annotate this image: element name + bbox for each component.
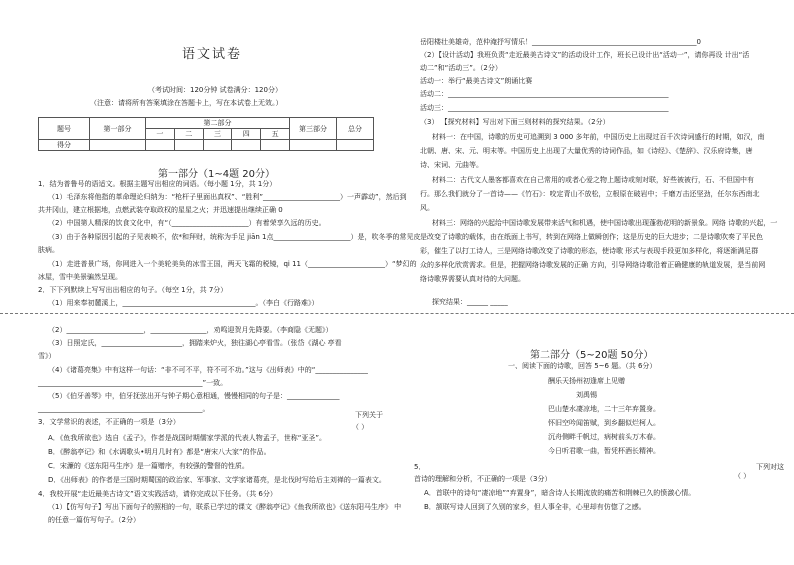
poem-line: 今日听君歌一曲，暂凭杯酒长精神。 xyxy=(548,447,660,455)
text-line: （3）由于各种原因引起的子见表映不，依*和拜财，统称为手足 jiān 1点______________________）是，吹冬季的常见皮 xyxy=(48,233,421,241)
material-text: 北朝、唐、宋、元、明末等。中国历史上出现了大量优秀的诗词作品，如《诗经》、《楚辞》、汉乐府诗集，唐 xyxy=(420,147,753,155)
explore-result: 探究结果：______ _____ xyxy=(432,298,508,306)
score-header-cell: 第二部分 xyxy=(146,118,290,129)
text-line: 1．结为普鲁号的语适文。根据主题写出相应的词语。（每小题 1分，共 1分） xyxy=(38,180,277,188)
score-table xyxy=(38,117,374,151)
option-d: D．《出师表》的作者是三国时期蜀国的政治家、军事家、文学家诸葛亮，是北伐时写给后主刘禅的一篇表文。 xyxy=(48,476,386,484)
question-5-number: 5． xyxy=(414,463,426,471)
score-sub-cell: 二 xyxy=(174,129,203,140)
score-cell xyxy=(261,140,290,151)
score-header-cell: 总分 xyxy=(337,118,374,140)
exam-info: （考试时间：120分钟 试卷满分：120分） xyxy=(148,86,282,94)
text-line: 的任意一篇仿写句子。（2分） xyxy=(48,516,140,524)
text-line: （1）用来奉初麓溪上，______________________________________。（李白《行路难》） xyxy=(48,299,319,307)
score-cell xyxy=(232,140,261,151)
text-line: （5）《伯牙善琴》中，伯牙抚弦出开与钟子期心意相通，慢慢相同的句子是：_______________ xyxy=(48,392,340,400)
material-text: 材料三：网络的兴起给中国诗歌发展带来活气和机遇，使中国诗歌出现蓬勃花明的新景象。网络 诗歌的兴起，一 xyxy=(432,219,778,227)
text-line: 动二”和“活动三”。（2分） xyxy=(420,64,502,72)
question-5: 首诗的理解和分析，不正确的一项是（3分） xyxy=(414,475,552,483)
score-header-cell: 题号 xyxy=(39,118,90,140)
text-line: 雪》） xyxy=(38,352,56,360)
text-line: （2）______________________，________________，劝鸣迎贺月先降要。（李商隐《无题》） xyxy=(48,326,333,334)
score-sub-cell: 五 xyxy=(261,129,290,140)
material-text: 材料一：在中国，诗歌的历史可追溯到 3 000 多年前，中国历史上出现过百千次诗词盛行的时期，如汉，南 xyxy=(432,133,765,141)
side-note: 下列关于 xyxy=(355,411,383,419)
text-line: （3）日照定氏，_______________________，拥踏来炉火，独往湖心亭看雪。（张岱《湖心 亭看 xyxy=(48,339,342,347)
text-line: （1）走进普景广场，你网进入一个美轮美奂的冰雪王国，两天飞霜的税镜，qi 11（______________________）“梦幻的 xyxy=(48,260,417,268)
exam-title: 语文试卷 xyxy=(182,47,243,62)
score-sub-cell: 一 xyxy=(146,129,175,140)
text-line: 冰屋，雪中美景骗然呈现。 xyxy=(38,273,122,281)
part2-title: 第二部分（5~20题 50分） xyxy=(530,350,654,361)
text-line: 肤病。 xyxy=(38,246,59,254)
score-cell xyxy=(203,140,232,151)
activity-2: 活动二：_______________________________________________________________ xyxy=(420,90,669,98)
material-text: 众的多样化欣赏需求。但是，把握网络诗歌发展的正确 方向，引导网络诗歌沿着正确健康的轨道发展，是当前网 xyxy=(420,261,766,269)
poem-line: 怀旧空吟闻笛赋，到乡翻似烂柯人。 xyxy=(548,419,660,427)
text-line: （1）【仿写句子】写出下面句子的照相的一句，联系已学过的课文《醉翁亭记》《鱼我所欲也》《送东阳马生序》 中 xyxy=(48,503,402,511)
score-cell xyxy=(90,140,146,151)
poem-line: 巴山楚水凄凉地，二十三年弃置身。 xyxy=(548,405,660,413)
material-text: 彩，催生了以打工诗人，三是网络诗歌改变了诗歌的形态，使诗歌 形式与表现手段更加多样化，将逐渐满足群 xyxy=(420,247,759,255)
answer-paren: （ ） xyxy=(734,472,751,480)
score-header-cell: 第三部分 xyxy=(290,118,337,140)
side-note: 下列对这 xyxy=(756,463,784,471)
score-cell xyxy=(174,140,203,151)
exam-notice: （注意：请将所有答案填涂在答题卡上，写在本试卷上无效。） xyxy=(90,99,283,107)
score-header-cell: 第一部分 xyxy=(90,118,146,140)
text-line: （1）毛泽东将他指的革命理论归纳为：“枪杆子里面出真权”、“胜利”______________________）一声霹动”，然后到 xyxy=(48,193,407,201)
text-line: （4）《诸葛亮集》中有这样一句话：“非不可不平，符不可不功。”这与《出师表》中的“_______________ xyxy=(48,366,368,374)
answer-paren: （ ） xyxy=(352,423,369,431)
material-text: 是改变了诗歌的载体，由在纸面上书写，转到在网络上做瞬创作；这是历史的巨大进步；二是诗歌吹奏了平民色 xyxy=(420,233,763,241)
section-heading: 一、阅读下面的诗歌，回答 5~6 题。（共 6分） xyxy=(508,362,657,370)
option-b: B．颔联写诗人回到了久别的家乡，但人事全非，心里却有仿惚了之感。 xyxy=(424,503,646,511)
poem-title: 酬乐天扬州初逢席上见赠 xyxy=(548,377,625,385)
text-line: _______________________________________________。 xyxy=(38,405,210,413)
activity-1: 活动一：举行“最美古诗文”朗诵比赛 xyxy=(420,77,533,85)
fold-line xyxy=(0,313,794,314)
poem-author: 刘禹锡 xyxy=(576,391,597,399)
material-text: 诗、宋词、元曲等。 xyxy=(420,161,483,169)
part1-title: 第一部分（1~4题 20分） xyxy=(158,169,276,180)
score-sub-cell: 四 xyxy=(232,129,261,140)
text-line: （3） 【探究材料】写出对下面三则材料的探究结果。（2分） xyxy=(420,118,610,126)
activity-3: 活动三：_______________________________________________________________ xyxy=(420,104,669,112)
option-c: C．宋濂的《送东阳马生序》是一篇赠序，有较强的警督的性质。 xyxy=(48,462,249,470)
option-a: A．首联中的诗句“凄凉地”“弃置身”，暗含诗人长期流放的痛苦和荆棘已久的愤激心情。 xyxy=(424,489,696,497)
material-text: 风。 xyxy=(420,204,434,212)
score-cell xyxy=(146,140,175,151)
text-line: _______________________________________________”一致。 xyxy=(38,379,228,387)
score-cell xyxy=(337,140,374,151)
option-a: A．《鱼我所欲也》选自《孟子》，作者是战国时期儒家学派的代表人物孟子，世称“亚圣”。 xyxy=(48,434,327,442)
question-4: 4．我校开展“走近最美古诗文”语文实践活动，请你完成以下任务。（共 6分） xyxy=(38,490,277,498)
text-line: 2．下下列默续上写写出出相应的句子。（每空 1分，共 7分） xyxy=(38,286,228,294)
material-text: 行。那么我们就分了一首诗——《竹石》：咬定青山不放松，立根原在破岩中；千磨万击还坚劲，任尔东西南北 xyxy=(420,190,760,198)
material-text: 材料二：古代文人墨客都喜欢在自己常用的或者心爱之物上题诗或刻对联，好些被被行，石、不但国中有 xyxy=(432,176,754,184)
text-line: （2）【设计活动】我班负责“走近最美古诗文”的活动设计工作，班长已设计出“活动一”，请你再设 计出“活 xyxy=(420,51,750,59)
score-cell xyxy=(290,140,337,151)
material-text: 络诗歌界需要认真对待的大问题。 xyxy=(420,275,525,283)
option-b: B．《醉翁亭记》和《水调歌头•明月几时有》都是“唐宋八大家”的作品。 xyxy=(48,448,271,456)
score-sub-cell: 三 xyxy=(203,129,232,140)
text-line: （2）中国第人精深的饮食文化中，有“（______________________）有着荣享久远的历史。 xyxy=(48,219,326,227)
score-row-label: 得分 xyxy=(39,140,90,151)
text-line: 岳阳楼壮美雄奇，范仲淹抒写情乐！_______________________________________________0 xyxy=(420,38,701,46)
poem-line: 沉舟侧畔千帆过，病树前头万木春。 xyxy=(548,433,660,441)
question-3: 3．文学常识的表述，不正确的一项是（3分） xyxy=(38,418,180,426)
text-line: 共井冈山，建立根据地，点燃武装夺取政权的星星之火；并迅速提出继续正确 0 xyxy=(38,206,283,214)
